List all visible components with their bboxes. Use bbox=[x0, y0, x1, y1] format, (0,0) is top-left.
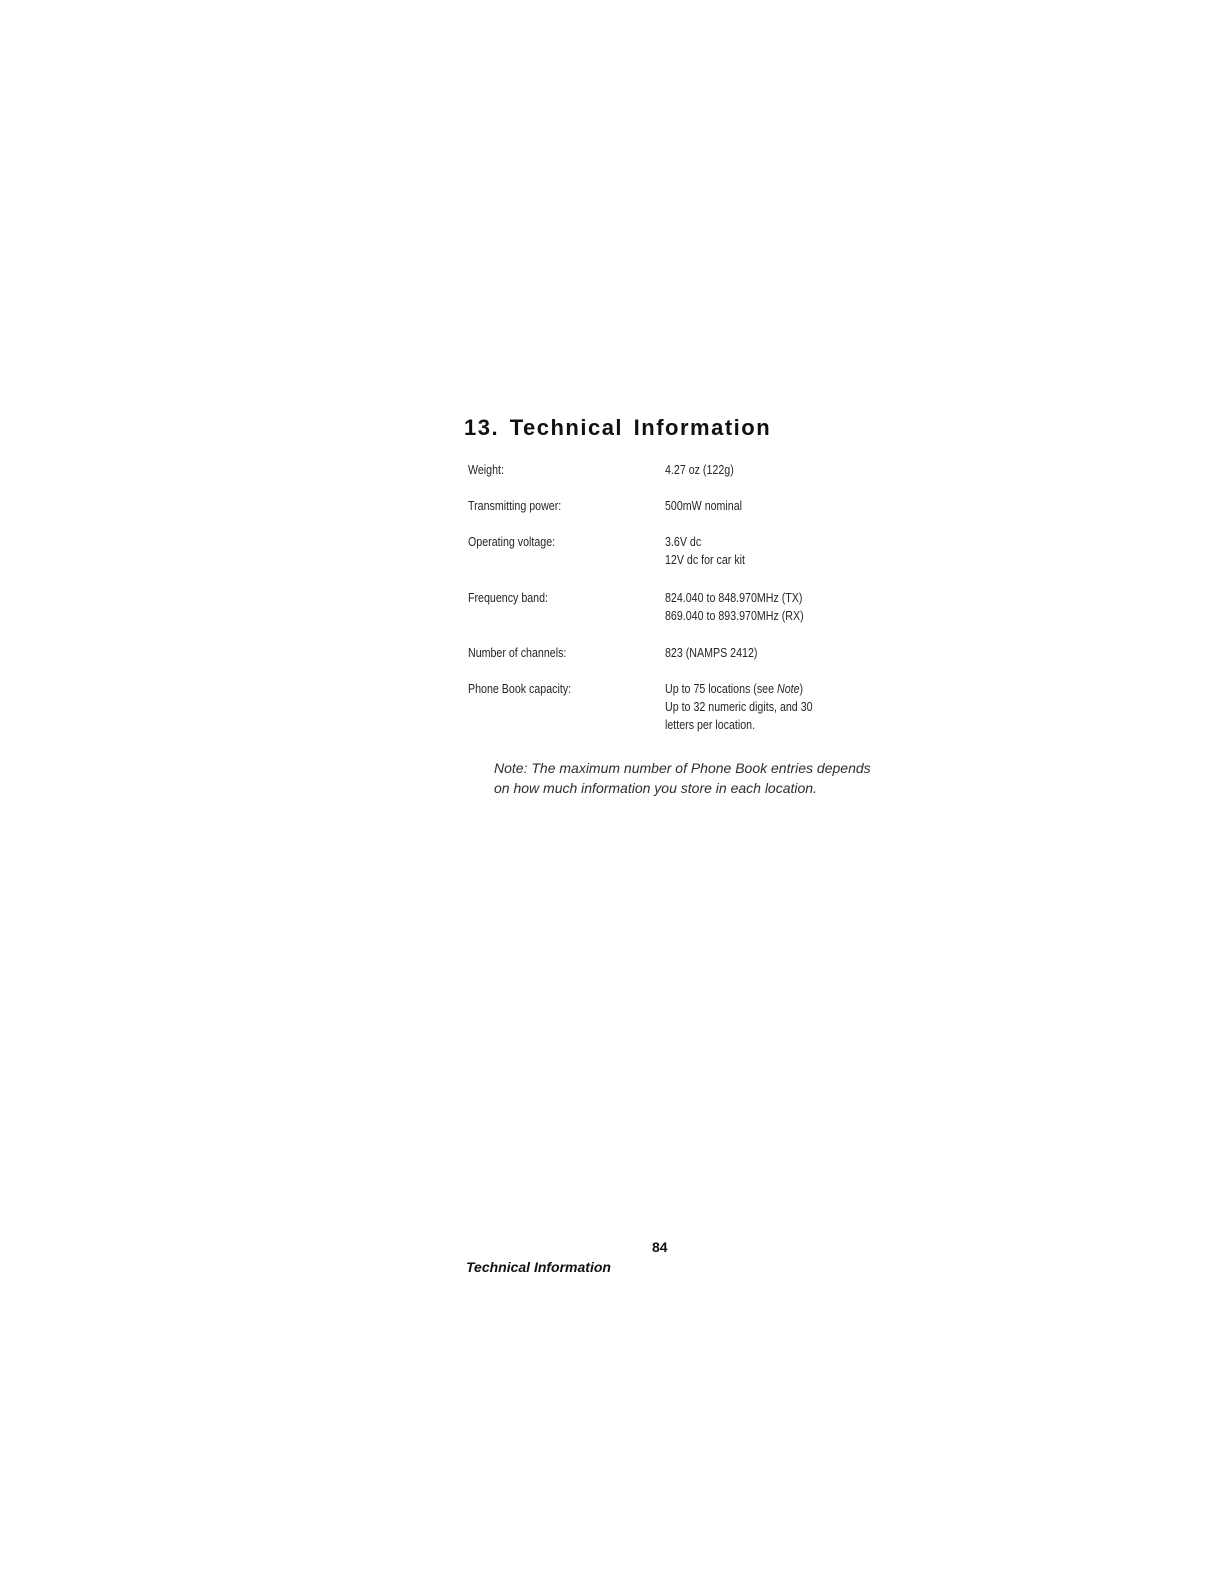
spec-value bbox=[665, 533, 745, 569]
spec-label: Operating voltage: bbox=[468, 534, 556, 549]
spec-value-line: 824.040 to 848.970MHz (TX) bbox=[665, 590, 803, 605]
spec-value-line: Up to 32 numeric digits, and 30 bbox=[665, 699, 813, 714]
spec-value-text: Up to 75 locations (see bbox=[665, 681, 777, 696]
spec-value-line: 823 (NAMPS 2412) bbox=[665, 645, 758, 660]
spec-value-line: 4.27 oz (122g) bbox=[665, 462, 734, 477]
note-reference: Note bbox=[776, 681, 800, 696]
spec-label: Number of channels: bbox=[468, 645, 567, 660]
spec-label: Weight: bbox=[468, 462, 504, 477]
spec-value bbox=[665, 589, 804, 625]
note-paragraph: Note: The maximum number of Phone Book entries depends on how much information you store in each location. bbox=[494, 760, 871, 796]
page-number: 84 bbox=[652, 1239, 668, 1255]
spec-value-line: 869.040 to 893.970MHz (RX) bbox=[665, 608, 804, 623]
spec-value bbox=[665, 644, 757, 662]
spec-label: Phone Book capacity: bbox=[468, 681, 572, 696]
spec-value-line: letters per location. bbox=[665, 717, 756, 732]
spec-label: Frequency band: bbox=[468, 590, 549, 605]
spec-value bbox=[665, 497, 742, 515]
spec-value-text: ) bbox=[799, 681, 804, 696]
spec-label: Transmitting power: bbox=[468, 498, 562, 513]
spec-value-line: 12V dc for car kit bbox=[665, 552, 745, 567]
spec-value bbox=[665, 461, 734, 479]
spec-value bbox=[665, 680, 813, 734]
footer-section-title: Technical Information bbox=[466, 1259, 611, 1275]
section-heading: 13. Technical Information bbox=[464, 415, 772, 440]
spec-value-line: 3.6V dc bbox=[665, 534, 702, 549]
spec-value-line bbox=[665, 680, 813, 698]
spec-value-line: 500mW nominal bbox=[665, 498, 743, 513]
